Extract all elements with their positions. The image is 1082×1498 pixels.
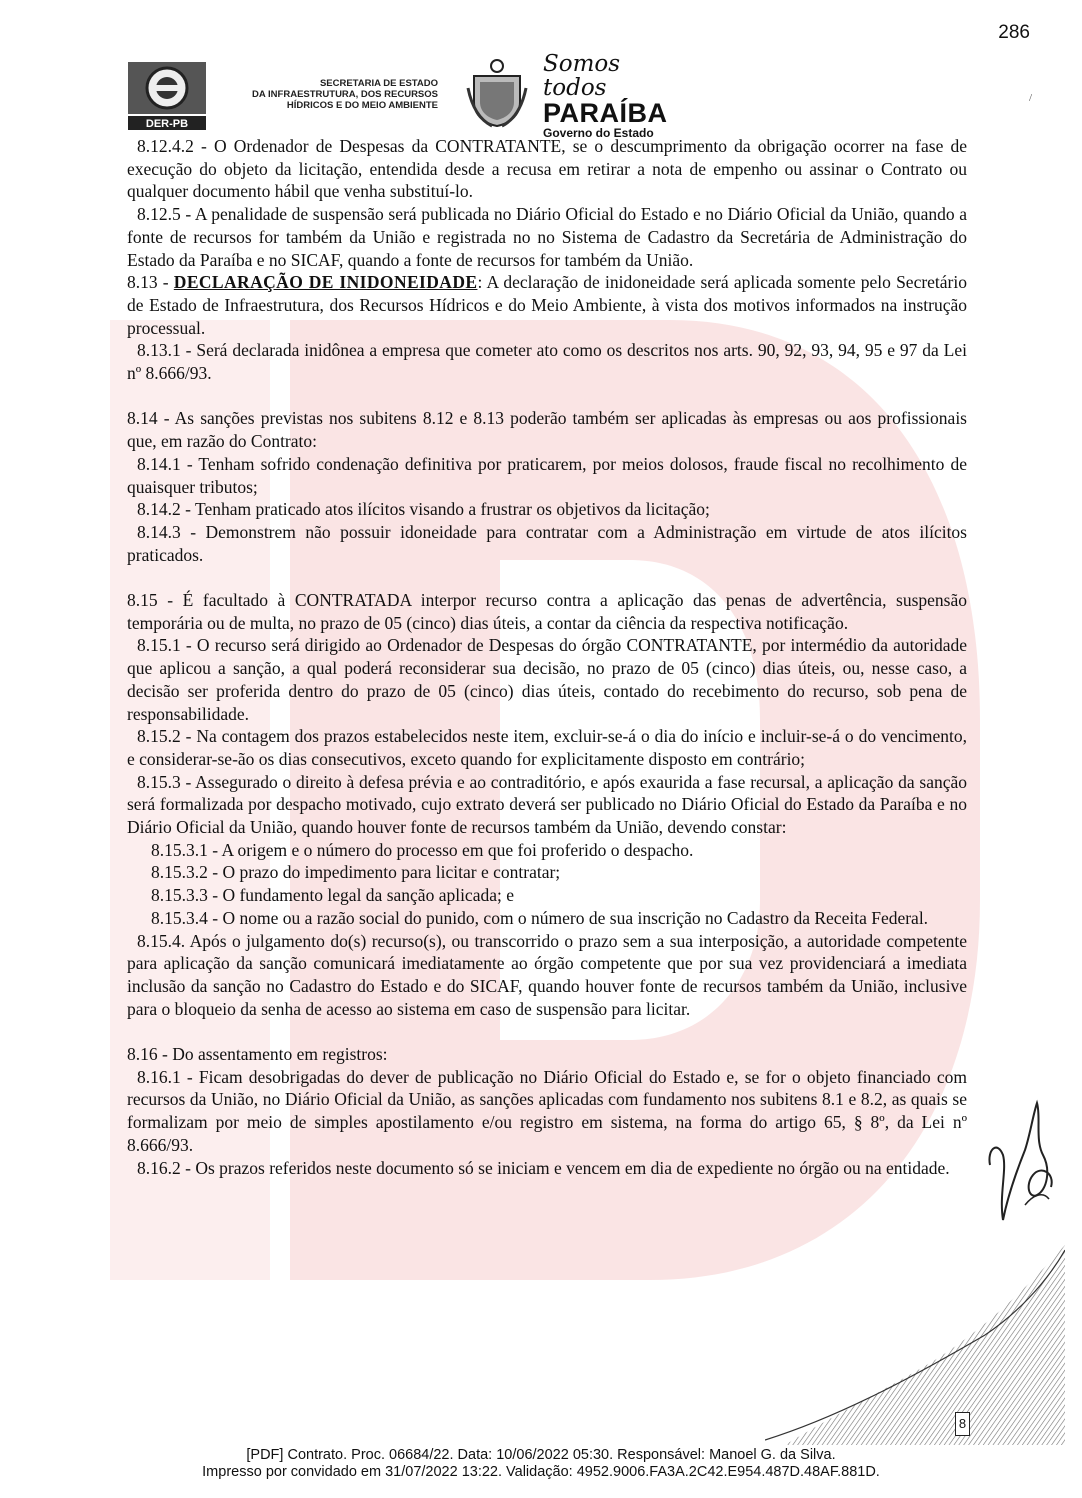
page-number: 286 — [998, 22, 1030, 43]
state-name: PARAÍBA — [543, 98, 668, 128]
coat-of-arms-icon — [466, 58, 528, 128]
footer-line-2: Impresso por convidado em 31/07/2022 13:22. Validação: 4952.9006.FA3A.2C42.E954.487D.48AF.881D. — [202, 1464, 880, 1480]
clause-8-13: 8.13 - DECLARAÇÃO DE INIDONEIDADE: A declaração de inidoneidade será aplicada somente pelo Secretário de Estado de Infraestrutura, dos Recursos Hídricos e do Meio Ambiente, à vista dos motivos informados na instrução processual. — [127, 272, 967, 338]
stamp-number: 8 — [955, 1412, 970, 1436]
secretaria-name: SECRETARIA DE ESTADO DA INFRAESTRUTURA, DOS RECURSOS HÍDRICOS E DO MEIO AMBIENTE — [252, 78, 438, 111]
clause-8-15-3: 8.15.3 - Assegurado o direito à defesa prévia e ao contraditório, e após exaurida a fase recursal, a aplicação da sanção será formalizada por despacho motivado, cujo extrato deverá ser publicado no Diário Oficial do Estado da Paraíba e no Diário Oficial da União, quando houver fonte de recursos também da União, devendo constar: — [127, 771, 967, 838]
clause-8-14-2: 8.14.2 - Tenham praticado atos ilícitos visando a frustrar os objetivos da licitação; — [137, 499, 710, 520]
clause-8-14: 8.14 - As sanções previstas nos subitens 8.12 e 8.13 poderão também ser aplicadas às empresas ou aos profissionais que, em razão do Contrato: — [127, 408, 967, 452]
clause-8-15: 8.15 - É facultado à CONTRATADA interpor recurso contra a aplicação das penas de advertência, suspensão temporária ou de multa, no prazo de 05 (cinco) dias úteis, a contar da ciência da respectiva notificação. — [127, 590, 967, 633]
clause-8-14-1: 8.14.1 - Tenham sofrido condenação definitiva por praticarem, por meios dolosos, fraude fiscal no recolhimento de quaisquer tributos; — [127, 453, 967, 497]
document-body — [127, 135, 967, 1179]
handwritten-signature — [985, 1095, 1065, 1235]
footer — [0, 1447, 1082, 1481]
clause-8-12-5: 8.12.5 - A penalidade de suspensão será publicada no Diário Oficial do Estado e no Diário Oficial da União, quando a fonte de recursos for também da União e registrada no no Sistema de Cadastro da Secretária de Administração do Estado da Paraíba e no SICAF, quando a fonte de recursos for também da União. — [127, 204, 967, 270]
corner-hatch-mark — [765, 1240, 1065, 1445]
clause-8-15-3-1: 8.15.3.1 - A origem e o número do processo em que foi proferido o despacho. — [151, 839, 694, 860]
footer-line-1: [PDF] Contrato. Proc. 06684/22. Data: 10/06/2022 05:30. Responsável: Manoel G. da Silva. — [246, 1447, 836, 1463]
der-pb-logo — [126, 60, 208, 132]
clause-8-16-2: 8.16.2 - Os prazos referidos neste documento só se iniciam e vencem em dia de expediente no órgão ou na entidade. — [137, 1157, 950, 1178]
clause-8-15-3-2: 8.15.3.2 - O prazo do impedimento para licitar e contratar; — [151, 862, 561, 883]
der-logo-text: DER-PB — [145, 118, 189, 130]
clause-8-16-1: 8.16.1 - Ficam desobrigadas do dever de publicação no Diário Oficial do Estado e, se for o objeto financiado com recursos da União, no Diário Oficial da União, as sanções aplicadas com fundamento nos subitens 8.1 e 8.2, as quais se formalizam por meio de simples apostilamento e/ou registro em sistema, na forma do artigo 65, § 8º, da Lei nº 8.666/93. — [127, 1066, 967, 1155]
clause-8-12-4-2: 8.12.4.2 - O Ordenador de Despesas da CONTRATANTE, se o descumprimento da obrigação ocorrer na fase de execução do objeto da licitação, entendida desde a recusa em retirar a nota de empenho ou assinar o Contrato ou qualquer documento hábil que venha substituí-lo. — [127, 136, 967, 202]
margin-mark: / — [1028, 92, 1032, 104]
clause-8-15-3-3: 8.15.3.3 - O fundamento legal da sanção aplicada; e — [151, 885, 514, 906]
clause-8-15-3-4: 8.15.3.4 - O nome ou a razão social do punido, com o número de sua inscrição no Cadastro da Receita Federal. — [151, 907, 929, 928]
government-label: Governo do Estado — [543, 126, 654, 140]
governo-paraiba-logo — [543, 52, 683, 140]
slogan: Somos todos — [543, 51, 621, 101]
section-title-inidoneidade: DECLARAÇÃO DE INIDONEIDADE — [173, 272, 478, 293]
clause-8-16: 8.16 - Do assentamento em registros: — [127, 1044, 388, 1065]
clause-8-15-1: 8.15.1 - O recurso será dirigido ao Ordenador de Despesas do órgão CONTRATANTE, por intermédio da autoridade que aplicou a sanção, a qual poderá reconsiderar sua decisão, no prazo de 05 (cinco) dias úteis, ou, nesse caso, a decisão ser proferida dentro do prazo de 05 (cinco) dias úteis, contado do recebimento do recurso, sob pena de responsabilidade. — [127, 635, 967, 724]
clause-8-13-1: 8.13.1 - Será declarada inidônea a empresa que cometer ato como os descritos nos arts. 90, 92, 93, 94, 95 e 97 da Lei nº 8.666/93. — [127, 340, 967, 384]
clause-8-15-2: 8.15.2 - Na contagem dos prazos estabelecidos neste item, excluir-se-á o dia do início e incluir-se-á o do vencimento, e considerar-se-ão os dias consecutivos, exceto quando for explicitamente disposto em contrário; — [127, 726, 967, 769]
clause-8-15-4: 8.15.4. Após o julgamento do(s) recurso(s), ou transcorrido o prazo sem a sua interposição, a autoridade competente para aplicação da sanção comunicará imediatamente ao órgão competente que por sua vez providenciará a imediata inclusão da sanção no Cadastro do Estado e do SICAF, quando houver fonte de recursos também da União, inclusive para o bloqueio da senha de acesso ao sistema em caso de suspensão para licitar. — [127, 930, 967, 1019]
clause-8-14-3: 8.14.3 - Demonstrem não possuir idoneidade para contratar com a Administração em virtude de atos ilícitos praticados. — [127, 521, 967, 565]
letterhead — [118, 51, 718, 140]
